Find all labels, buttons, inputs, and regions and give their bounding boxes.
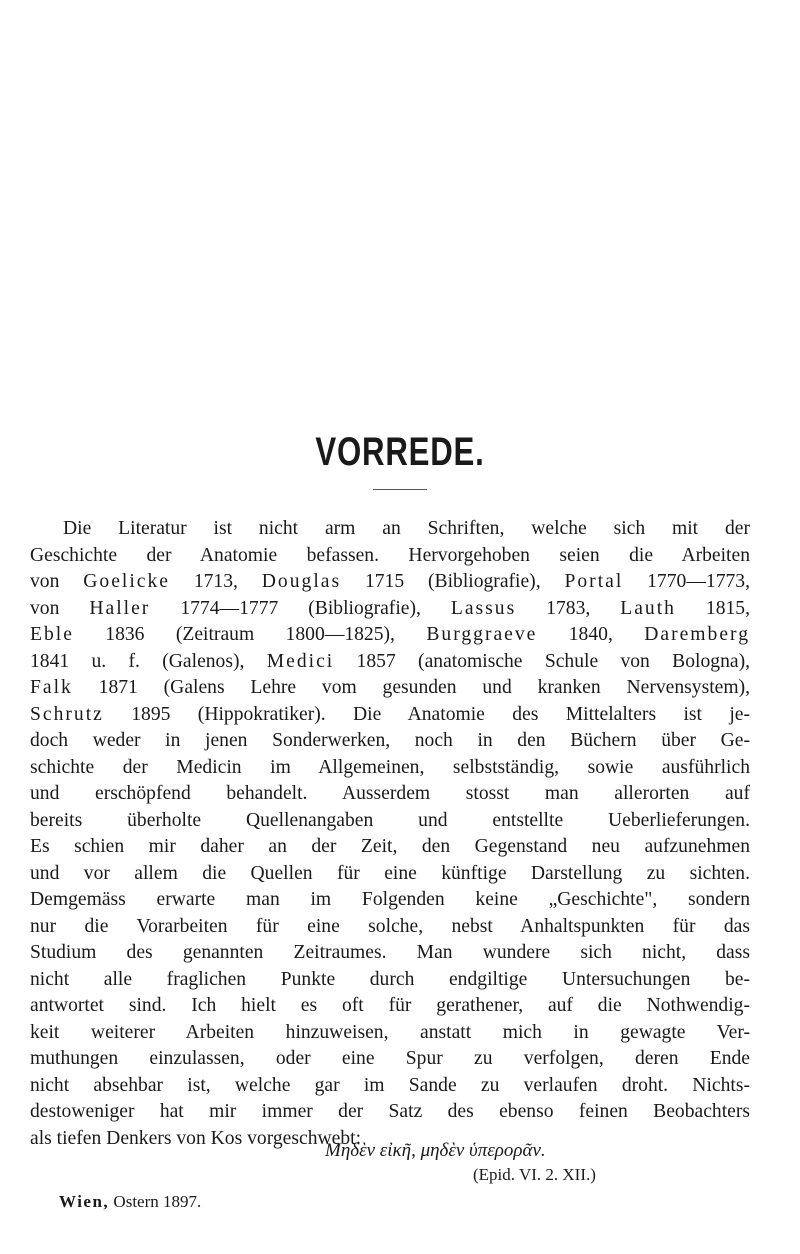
paragraph-line [30,728,750,755]
paragraph-line [30,649,750,676]
line-text: 1815, [675,597,750,619]
line-text: nicht alle fraglichen Punkte durch endgiltige Untersuchungen be- [30,968,750,990]
line-text: 1836 (Zeitraum 1800—1825), [73,624,427,645]
paragraph-line [30,1020,750,1047]
author-name: Lassus [450,597,517,619]
line-text: schichte der Medicin im Allgemeinen, selbstständig, sowie ausführlich [30,756,750,778]
paragraph-line [30,887,750,914]
paragraph-line [30,1099,750,1126]
signature-place: Wien, [59,1192,110,1211]
author-name: Schrutz [30,703,104,725]
line-text: 1841 u. f. (Galenos), [30,650,267,672]
paragraph-line [30,914,750,941]
line-text: muthungen einzulassen, oder eine Spur zu verfolgen, deren Ende [30,1048,750,1069]
title-divider [373,489,427,490]
paragraph-line [30,702,750,729]
signature-date: Ostern 1897. [109,1192,202,1211]
line-text: als tiefen Denkers von Kos vorgeschwebt: [30,1127,362,1149]
paragraph-line [30,569,750,596]
line-text: Studium des genannten Zeitraumes. Man wundere sich nicht, dass [30,942,750,963]
paragraph-line [30,622,750,649]
paragraph-line [30,516,750,543]
author-name: Douglas [261,571,342,592]
line-text: 1715 (Bibliografie), [341,571,565,592]
author-name: Burggraeve [426,624,538,645]
line-text: von [30,597,90,619]
preface-paragraph [30,516,750,1152]
paragraph-line [30,993,750,1020]
author-name: Daremberg [644,624,750,645]
signature-line [59,1192,201,1212]
line-text: 1774—1777 (Bibliografie), [150,597,451,619]
line-text: destoweniger hat mir immer der Satz des ebenso feinen Beobachters [30,1101,750,1122]
line-text: 1871 (Galens Lehre vom gesunden und kranken Nervensystem), [72,677,750,698]
quote-citation: (Epid. VI. 2. XII.) [473,1165,596,1184]
line-text: 1713, [169,571,262,592]
paragraph-line [30,834,750,861]
line-text: von [30,571,84,592]
line-text: nur die Vorarbeiten für eine solche, nebst Anhaltspunkten für das [30,915,750,937]
line-text: 1783, [516,597,621,619]
author-name: Falk [30,677,73,698]
line-text: Es schien mir daher an der Zeit, den Gegenstand neu aufzunehmen [30,836,750,857]
line-text: und vor allem die Quellen für eine künftige Darstellung zu sichten. [30,862,750,884]
paragraph-line [30,808,750,835]
line-text: und erschöpfend behandelt. Ausserdem stosst man allerorten auf [30,783,750,804]
author-name: Eble [30,624,74,645]
paragraph-line [30,675,750,702]
line-text: 1857 (anatomische Schule von Bologna), [334,650,750,672]
line-text: doch weder in jenen Sonderwerken, noch in den Büchern über Ge- [30,730,750,751]
paragraph-line [30,755,750,782]
paragraph-line [30,781,750,808]
line-text: 1895 (Hippokratiker). Die Anatomie des Mittelalters ist je- [103,703,750,725]
paragraph-line [30,861,750,888]
line-text: bereits überholte Quellenangaben und entstellte Ueberlieferungen. [30,809,750,831]
line-text: 1840, [537,624,645,645]
author-name: Goelicke [83,571,170,592]
line-text: Die Literatur ist nicht arm an Schriften, welche sich mit der [63,518,750,539]
line-text: nicht absehbar ist, welche gar im Sande zu verlaufen droht. Nichts- [30,1074,750,1096]
author-name: Medici [266,650,335,672]
paragraph-line [30,1073,750,1100]
line-text: Demgemäss erwarte man im Folgenden keine „Geschichte", sondern [30,889,750,910]
paragraph-line [30,967,750,994]
line-text: 1770—1773, [623,571,750,592]
greek-quote: Μηδὲν εἰκῆ, μηδὲν ὑπερορᾶν. [325,1140,546,1161]
paragraph-line [30,543,750,570]
paragraph-line [30,596,750,623]
line-text: Geschichte der Anatomie befassen. Hervorgehoben seien die Arbeiten [30,544,750,566]
author-name: Lauth [620,597,676,619]
paragraph-line [30,1046,750,1073]
paragraph-line [30,940,750,967]
author-name: Haller [89,597,151,619]
page-title: VORREDE. [315,430,485,474]
line-text: keit weiterer Arbeiten hinzuweisen, anstatt mich in gewagte Ver- [30,1021,750,1043]
author-name: Portal [564,571,624,592]
line-text: antwortet sind. Ich hielt es oft für gerathener, auf die Nothwendig- [30,995,750,1016]
